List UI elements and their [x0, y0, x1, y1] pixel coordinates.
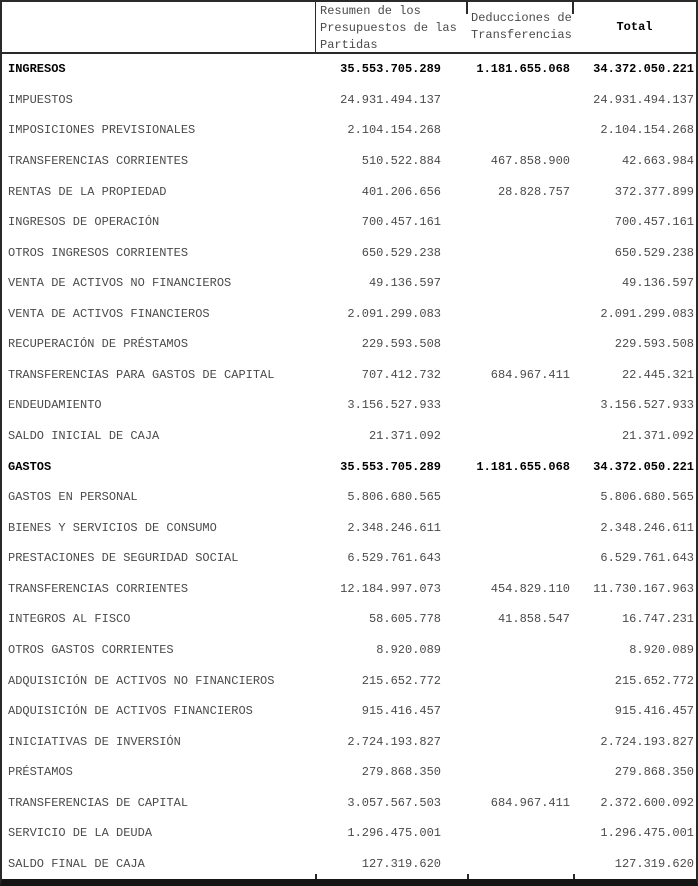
table-row [2, 726, 696, 757]
cell-total: 2.372.600.092 [600, 795, 694, 810]
cell-total: 229.593.508 [614, 337, 694, 352]
cell-resumen: 3.156.527.933 [347, 398, 441, 413]
row-label: GASTOS EN PERSONAL [8, 490, 138, 505]
cell-resumen: 24.931.494.137 [340, 92, 441, 107]
row-label: RECUPERACIÓN DE PRÉSTAMOS [8, 337, 189, 352]
table-rows [2, 54, 696, 879]
table-row [2, 421, 696, 452]
table-row [2, 512, 696, 543]
table-row [2, 482, 696, 513]
row-label: TRANSFERENCIAS CORRIENTES [8, 581, 189, 596]
row-label: IMPUESTOS [8, 92, 73, 107]
column-header-line: Partidas [320, 38, 378, 52]
cell-total: 8.920.089 [629, 642, 694, 657]
row-label: SERVICIO DE LA DEUDA [8, 826, 153, 841]
cell-total: 2.724.193.827 [600, 734, 694, 749]
cell-resumen: 35.553.705.289 [340, 459, 441, 474]
cell-total: 650.529.238 [614, 245, 694, 260]
cell-resumen: 279.868.350 [361, 765, 441, 780]
table-row [2, 85, 696, 116]
cell-resumen: 707.412.732 [361, 367, 441, 382]
row-label: ENDEUDAMIENTO [8, 398, 102, 413]
table-row [2, 115, 696, 146]
cell-total: 127.319.620 [614, 856, 694, 871]
row-label: BIENES Y SERVICIOS DE CONSUMO [8, 520, 217, 535]
table-row [2, 329, 696, 360]
table-row [2, 299, 696, 330]
cell-resumen: 401.206.656 [361, 184, 441, 199]
cell-total: 2.104.154.268 [600, 123, 694, 138]
cell-resumen: 215.652.772 [361, 673, 441, 688]
row-label: INGRESOS DE OPERACIÓN [8, 215, 160, 230]
table-row [2, 390, 696, 421]
cell-resumen: 127.319.620 [361, 856, 441, 871]
table-row [2, 543, 696, 574]
row-label: INGRESOS [8, 62, 66, 77]
cell-total: 24.931.494.137 [593, 92, 694, 107]
cell-deducciones: 28.828.757 [497, 184, 570, 199]
cell-resumen: 3.057.567.503 [347, 795, 441, 810]
cell-resumen: 5.806.680.565 [347, 490, 441, 505]
cell-resumen: 35.553.705.289 [340, 62, 441, 77]
cell-total: 700.457.161 [614, 215, 694, 230]
table-row [2, 818, 696, 849]
column-header-line: Transferencias [471, 28, 572, 42]
cell-resumen: 229.593.508 [361, 337, 441, 352]
cell-total: 279.868.350 [614, 765, 694, 780]
cell-resumen: 12.184.997.073 [340, 581, 441, 596]
cell-deducciones: 467.858.900 [490, 153, 570, 168]
row-label: OTROS GASTOS CORRIENTES [8, 642, 174, 657]
table-row [2, 207, 696, 238]
row-label: INICIATIVAS DE INVERSIÓN [8, 734, 181, 749]
cell-resumen: 2.348.246.611 [347, 520, 441, 535]
row-label: TRANSFERENCIAS CORRIENTES [8, 153, 189, 168]
table-header-row [2, 2, 696, 54]
column-header-total-label: Total [616, 20, 653, 34]
row-label: IMPOSICIONES PREVISIONALES [8, 123, 196, 138]
column-header-empty [2, 2, 315, 52]
table-row [2, 604, 696, 635]
table-row [2, 268, 696, 299]
row-label: SALDO INICIAL DE CAJA [8, 429, 160, 444]
cell-deducciones: 684.967.411 [490, 795, 570, 810]
cell-resumen: 2.091.299.083 [347, 306, 441, 321]
cell-deducciones: 41.858.547 [497, 612, 570, 627]
cell-total: 49.136.597 [621, 276, 694, 291]
table-row [2, 849, 696, 880]
row-label: VENTA DE ACTIVOS NO FINANCIEROS [8, 276, 232, 291]
table-row [2, 757, 696, 788]
row-label: PRÉSTAMOS [8, 765, 73, 780]
table-row [2, 237, 696, 268]
bottom-column-tick [573, 874, 575, 879]
table-row [2, 451, 696, 482]
cell-resumen: 6.529.761.643 [347, 551, 441, 566]
table-row [2, 176, 696, 207]
row-label: PRESTACIONES DE SEGURIDAD SOCIAL [8, 551, 239, 566]
cell-resumen: 49.136.597 [368, 276, 441, 291]
cell-resumen: 58.605.778 [368, 612, 441, 627]
cell-total: 2.348.246.611 [600, 520, 694, 535]
cell-total: 21.371.092 [621, 429, 694, 444]
row-label: RENTAS DE LA PROPIEDAD [8, 184, 167, 199]
row-label: TRANSFERENCIAS PARA GASTOS DE CAPITAL [8, 367, 275, 382]
row-label: GASTOS [8, 459, 52, 474]
table-row [2, 635, 696, 666]
row-label: ADQUISICIÓN DE ACTIVOS FINANCIEROS [8, 704, 253, 719]
table-row [2, 696, 696, 727]
table-row [2, 360, 696, 391]
cell-total: 3.156.527.933 [600, 398, 694, 413]
bottom-column-tick [315, 874, 317, 879]
column-header-resumen-presupuestos [315, 2, 467, 52]
cell-total: 215.652.772 [614, 673, 694, 688]
bottom-column-tick [467, 874, 469, 879]
cell-resumen: 915.416.457 [361, 704, 441, 719]
cell-resumen: 2.104.154.268 [347, 123, 441, 138]
row-label: OTROS INGRESOS CORRIENTES [8, 245, 189, 260]
cell-total: 5.806.680.565 [600, 490, 694, 505]
cell-total: 34.372.050.221 [593, 62, 694, 77]
cell-resumen: 1.296.475.001 [347, 826, 441, 841]
cell-total: 42.663.984 [621, 153, 694, 168]
row-label: ADQUISICIÓN DE ACTIVOS NO FINANCIEROS [8, 673, 275, 688]
column-header-line: Resumen de los [320, 4, 421, 18]
cell-total: 22.445.321 [621, 367, 694, 382]
cell-deducciones: 684.967.411 [490, 367, 570, 382]
cell-total: 16.747.231 [621, 612, 694, 627]
cell-resumen: 21.371.092 [368, 429, 441, 444]
cell-resumen: 700.457.161 [361, 215, 441, 230]
row-label: TRANSFERENCIAS DE CAPITAL [8, 795, 189, 810]
column-header-line: Presupuestos de las [320, 21, 457, 35]
cell-resumen: 2.724.193.827 [347, 734, 441, 749]
cell-resumen: 650.529.238 [361, 245, 441, 260]
cell-total: 11.730.167.963 [593, 581, 694, 596]
cell-total: 34.372.050.221 [593, 459, 694, 474]
cell-resumen: 510.522.884 [361, 153, 441, 168]
row-label: SALDO FINAL DE CAJA [8, 856, 145, 871]
cell-total: 915.416.457 [614, 704, 694, 719]
cell-deducciones: 1.181.655.068 [476, 62, 570, 77]
table-row [2, 788, 696, 819]
cell-total: 372.377.899 [614, 184, 694, 199]
cell-deducciones: 1.181.655.068 [476, 459, 570, 474]
row-label: VENTA DE ACTIVOS FINANCIEROS [8, 306, 210, 321]
cell-total: 1.296.475.001 [600, 826, 694, 841]
column-header-total [573, 2, 696, 52]
cell-resumen: 8.920.089 [376, 642, 441, 657]
row-label: INTEGROS AL FISCO [8, 612, 131, 627]
cell-total: 2.091.299.083 [600, 306, 694, 321]
cell-deducciones: 454.829.110 [490, 581, 570, 596]
cell-total: 6.529.761.643 [600, 551, 694, 566]
table-row [2, 574, 696, 605]
column-header-line: Deducciones de [471, 11, 572, 25]
table-row [2, 54, 696, 85]
column-header-deducciones-transferencias [467, 2, 573, 52]
table-row [2, 665, 696, 696]
table-row [2, 146, 696, 177]
